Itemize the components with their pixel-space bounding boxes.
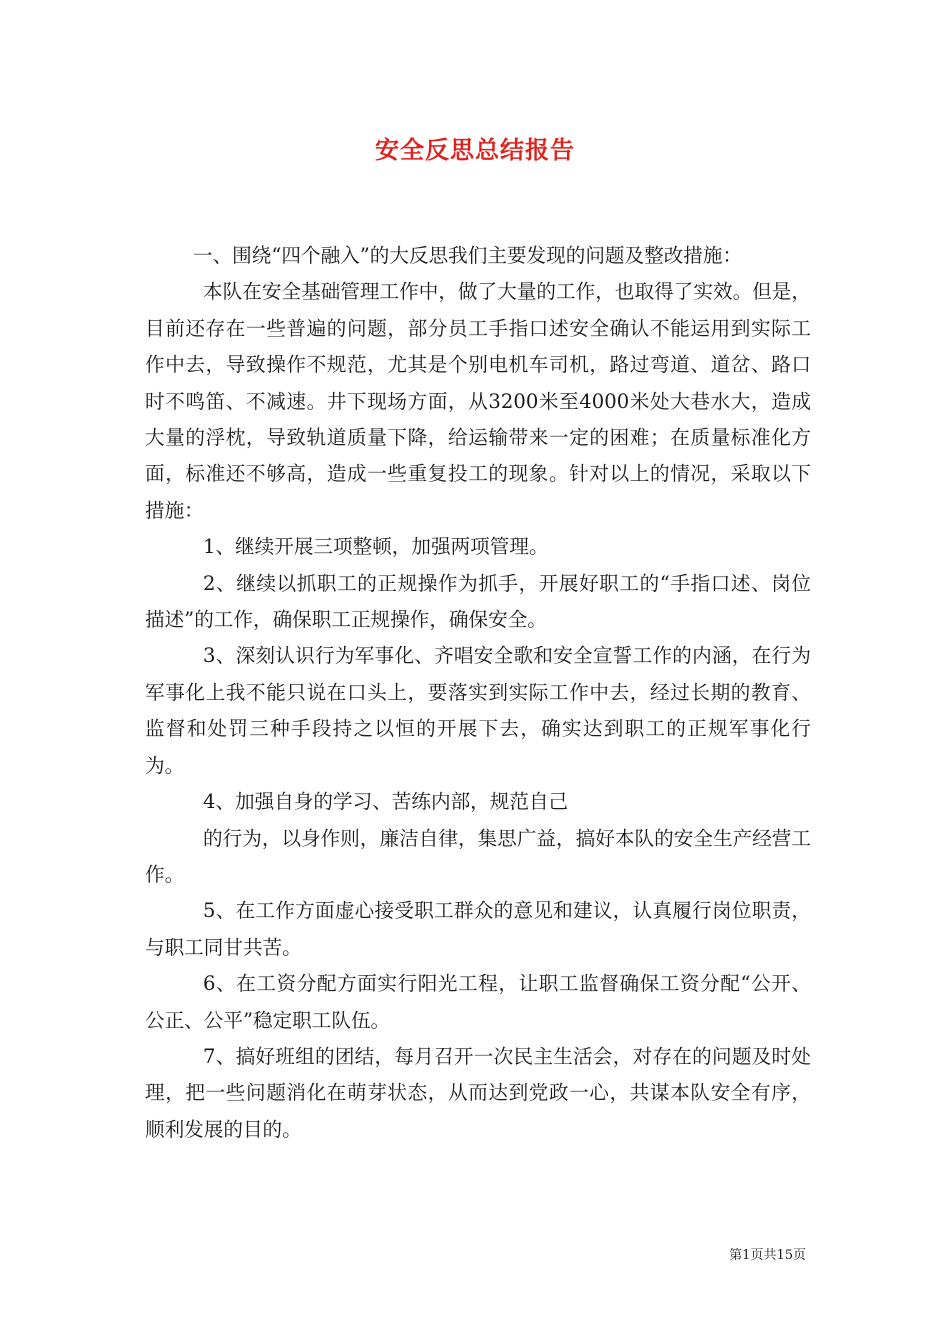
section-heading: 一、围绕“四个融入”的大反思我们主要发现的问题及整改措施： — [193, 244, 743, 267]
measure-2: 2、继续以抓职工的正规操作为抓手，开展好职工的“手指口述、岗位描述”的工作，确保职工正规操作，确保安全。 — [145, 571, 811, 632]
measure-4-line-2: 的行为，以身作则，廉洁自律，集思广益，搞好本队的安全生产经营工作。 — [145, 826, 811, 886]
measure-4-line-1: 4、加强自身的学习、苦练内部，规范自己 — [203, 790, 569, 814]
measure-5: 5、在工作方面虚心接受职工群众的意见和建议，认真履行岗位职责，与职工同甘共苦。 — [145, 899, 811, 959]
measure-6: 6、在工资分配方面实行阳光工程，让职工监督确保工资分配“公开、公正、公平”稳定职工队伍。 — [145, 972, 811, 1032]
measure-1: 1、继续开展三项整顿，加强两项管理。 — [203, 535, 549, 559]
measure-7: 7、搞好班组的团结，每月召开一次民主生活会，对存在的问题及时处理，把一些问题消化在萌芽状态，从而达到党政一心，共谋本队安全有序，顺利发展的目的。 — [145, 1044, 811, 1141]
page-number: 第1页共15页 — [729, 1248, 806, 1263]
measure-3: 3、深刻认识行为军事化、齐唱安全歌和安全宣誓工作的内涵，在行为军事化上我不能只说在口头上，要落实到实际工作中去，经过长期的教育、监督和处罚三种手段持之以恒的开展下去，确实达到职工的正规军事化行为。 — [145, 644, 811, 777]
document-body — [145, 238, 811, 1148]
intro-paragraph: 本队在安全基础管理工作中，做了大量的工作，也取得了实效。但是，目前还存在一些普遍的问题，部分员工手指口述安全确认不能运用到实际工作中去，导致操作不规范，尤其是个别电机车司机，路过弯道、道岔、路口时不鸣笛、不减速。井下现场方面，从3200米至4000米处大巷水大，造成大量的浮枕，导致轨道质量下降，给运输带来一定的困难；在质量标准化方面，标准还不够高，造成一些重复投工的现象。针对以上的情况，采取以下措施： — [145, 280, 811, 522]
document-title: 安全反思总结报告 — [375, 135, 575, 164]
